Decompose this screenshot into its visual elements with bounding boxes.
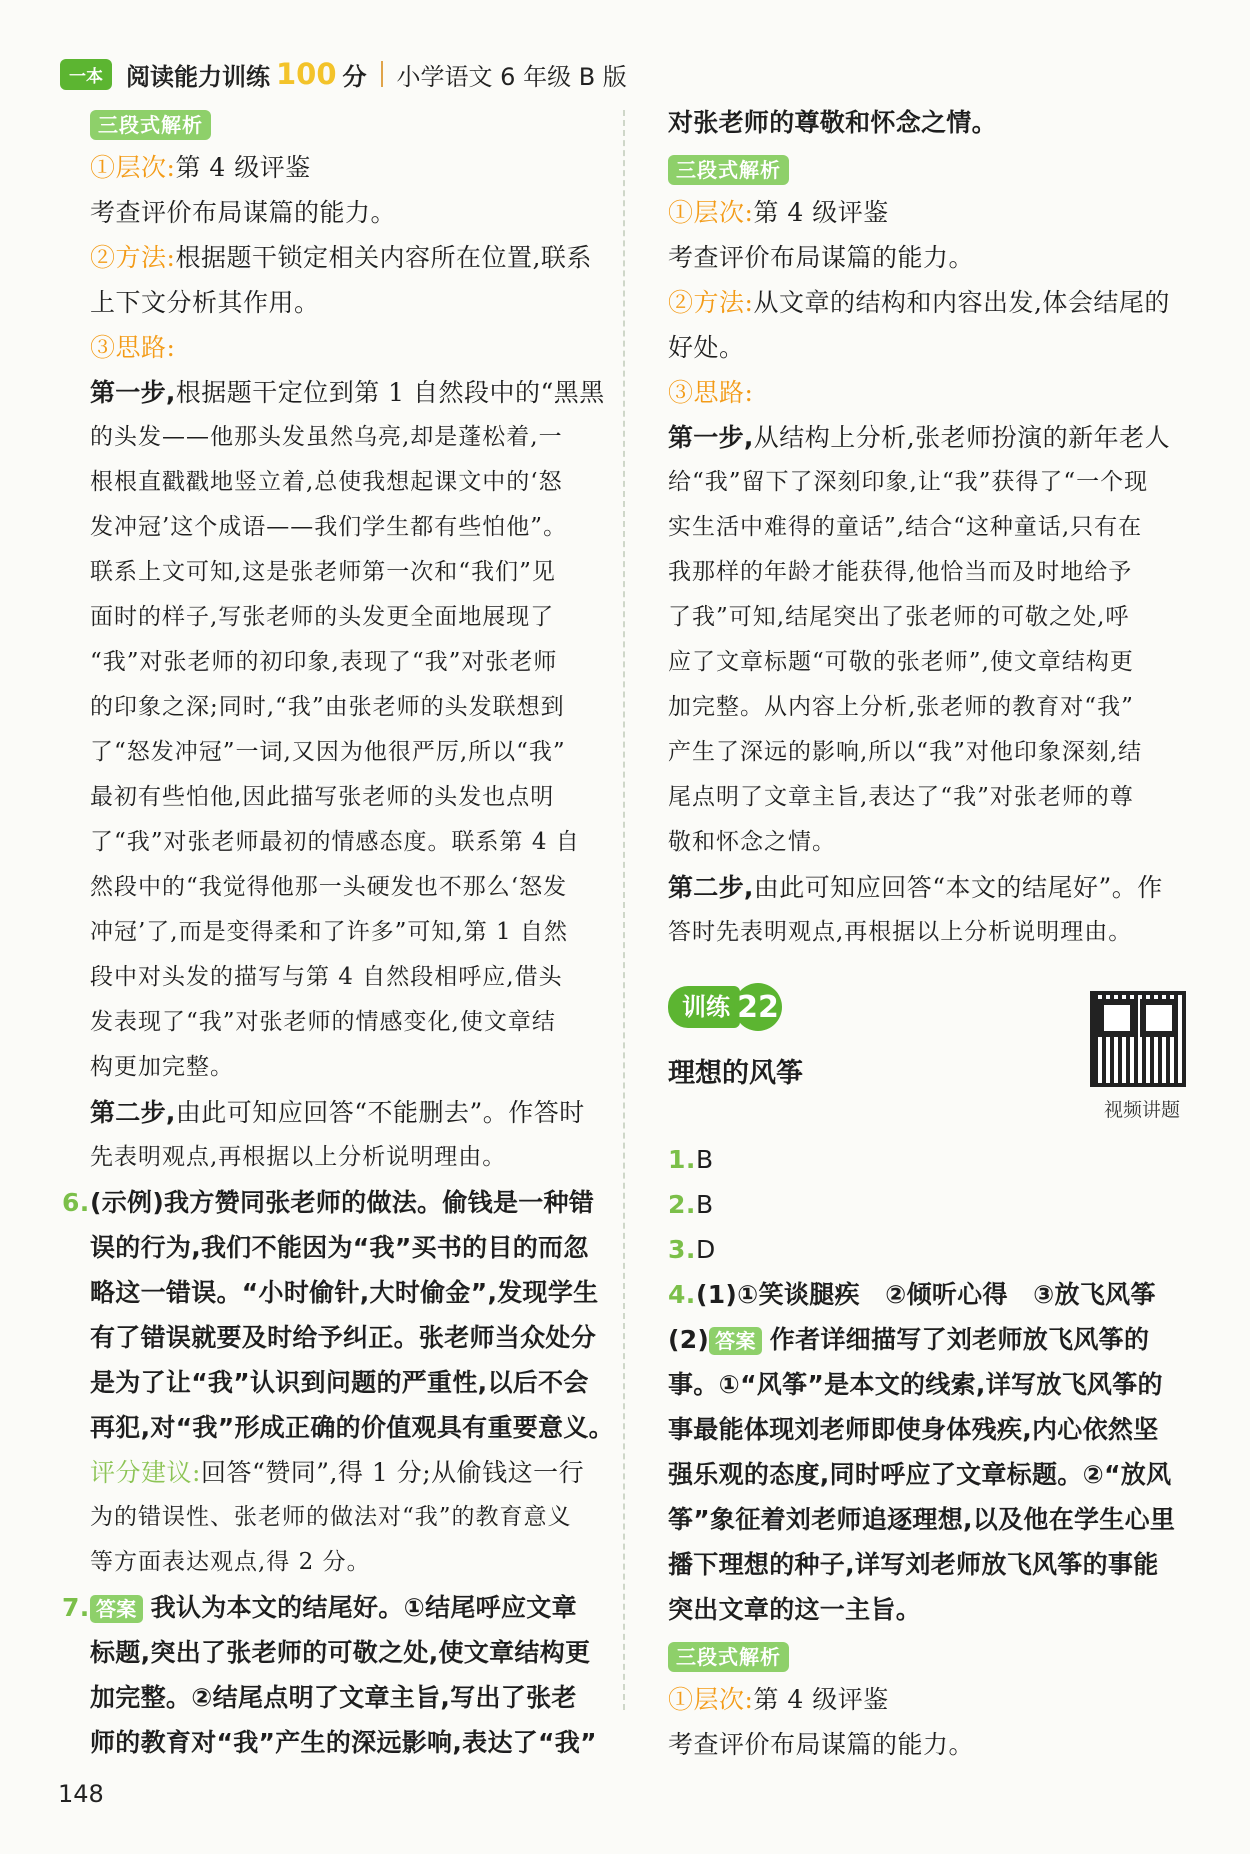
step1-line: 最初有些怕他,因此描写张老师的头发也点明 [90,784,555,810]
step1-line: 联系上文可知,这是张老师第一次和“我们”见 [90,559,556,585]
book-title: 阅读能力训练 [126,62,270,91]
header-separator [381,61,383,87]
score-line: 回答“赞同”,得 1 分;从偷钱这一行 [200,1458,585,1487]
step1-line: 然段中的“我觉得他那一头硬发也不那么‘怒发 [90,874,568,900]
q4-line: 事最能体现刘老师即使身体残疾,内心依然坚 [668,1415,1159,1444]
q6-line: 是为了让“我”认识到问题的严重性,以后不会 [90,1368,589,1397]
skill-text: 考查评价布局谋篇的能力。 [668,243,975,272]
answer-tag: 答案 [709,1327,762,1355]
page-header [60,54,627,94]
step1-line: 面时的样子,写张老师的头发更全面地展现了 [90,604,555,630]
answer-text: D [696,1235,716,1264]
q4-line: 强乐观的态度,同时呼应了文章标题。②“放风 [668,1460,1172,1489]
training-number: 22 [734,983,782,1031]
q6-line: 再犯,对“我”形成正确的价值观具有重要意义。 [90,1413,614,1442]
step1-line: 我那样的年龄才能获得,他恰当而及时地给予 [668,559,1133,585]
step1-label: 第一步, [90,378,176,407]
method-line: 从文章的结构和内容出发,体会结尾的 [753,288,1170,317]
step2-label: 第二步, [668,873,754,902]
level-text: 第 4 级评鉴 [753,198,889,227]
step1-line: 了“我”对张老师最初的情感态度。联系第 4 自 [90,829,580,855]
q7-line: 加完整。②结尾点明了文章主旨,写出了张老 [90,1683,577,1712]
skill-text: 考查评价布局谋篇的能力。 [90,198,397,227]
q7-line: 我认为本文的结尾好。①结尾呼应文章 [150,1593,577,1622]
question-number: 2. [668,1190,696,1219]
step1-line: 发表现了“我”对张老师的情感变化,使文章结 [90,1009,556,1035]
left-column [62,100,620,1765]
book-subtitle: 小学语文 6 年级 B 版 [396,62,627,91]
thought-label: ③思路: [668,378,754,407]
q4-line: 播下理想的种子,详写刘老师放飞风筝的事能 [668,1550,1159,1579]
method-label: ②方法: [668,288,754,317]
answer-tag: 答案 [90,1595,143,1623]
answer-text: B [696,1145,714,1174]
q4-line: 作者详细描写了刘老师放飞风筝的 [769,1325,1150,1354]
continued-line: 对张老师的尊敬和怀念之情。 [668,108,997,137]
step1-line: 根根直戳戳地竖立着,总使我想起课文中的‘怒 [90,469,563,495]
step1-line: 的印象之深;同时,“我”由张老师的头发联想到 [90,694,565,720]
q4-line: 突出文章的这一主旨。 [668,1595,922,1624]
brand-logo: 一本 [60,59,112,90]
section-tag: 三段式解析 [668,1642,789,1672]
training-label: 训练 [668,986,740,1028]
question-number: 6. [62,1188,90,1217]
q6-line: 有了错误就要及时给予纠正。张老师当众处分 [90,1323,597,1352]
step2-label: 第二步, [90,1098,176,1127]
q6-line: (示例)我方赞同张老师的做法。偷钱是一种错 [90,1188,595,1217]
step2-line: 先表明观点,再根据以上分析说明理由。 [90,1144,507,1170]
step2-line: 答时先表明观点,再根据以上分析说明理由。 [668,919,1133,945]
question-number: 3. [668,1235,696,1264]
step1-line: 根据题干定位到第 1 自然段中的“黑黑 [175,378,605,407]
step1-line: 应了文章标题“可敬的张老师”,使文章结构更 [668,649,1134,675]
step1-line: 敬和怀念之情。 [668,829,836,855]
qr-code-icon[interactable] [1090,991,1186,1087]
column-divider [623,110,625,1710]
q6-line: 略这一错误。“小时偷针,大时偷金”,发现学生 [90,1278,599,1307]
step1-line: 了“怒发冲冠”一词,又因为他很严厉,所以“我” [90,739,566,765]
q7-line: 标题,突出了张老师的可敬之处,使文章结构更 [90,1638,591,1667]
level-text: 第 4 级评鉴 [753,1685,889,1714]
method-line: 根据题干锁定相关内容所在位置,联系 [175,243,592,272]
step1-line: 从结构上分析,张老师扮演的新年老人 [753,423,1171,452]
score-line: 为的错误性、张老师的做法对“我”的教育意义 [90,1504,572,1530]
story-title: 理想的风筝 [668,1058,803,1089]
q4-part2-prefix: (2) [668,1325,710,1354]
score-label: 评分建议: [90,1458,201,1487]
step1-line: 冲冠’了,而是变得柔和了许多”可知,第 1 自然 [90,919,568,945]
level-text: 第 4 级评鉴 [175,153,311,182]
step1-line: 尾点明了文章主旨,表达了“我”对张老师的尊 [668,784,1134,810]
q4-line: 事。①“风筝”是本文的线索,详写放飞风筝的 [668,1370,1163,1399]
book-score: 100 [276,57,337,91]
step2-line: 由此可知应回答“不能删去”。作答时 [175,1098,585,1127]
step1-line: 给“我”留下了深刻印象,让“我”获得了“一个现 [668,469,1149,495]
method-line: 上下文分析其作用。 [90,288,320,317]
section-tag: 三段式解析 [90,110,211,140]
question-number: 1. [668,1145,696,1174]
step1-line: 发冲冠’这个成语——我们学生都有些怕他”。 [90,514,568,540]
level-label: ①层次: [668,1685,754,1714]
right-column [668,100,1198,1767]
question-number: 7. [62,1593,90,1622]
q4-line: 筝”象征着刘老师追逐理想,以及他在学生心里 [668,1505,1176,1534]
question-number: 4. [668,1280,696,1309]
step2-line: 由此可知应回答“本文的结尾好”。作 [753,873,1163,902]
answer-text: B [696,1190,714,1219]
level-label: ①层次: [668,198,754,227]
score-line: 等方面表达观点,得 2 分。 [90,1549,371,1575]
step1-label: 第一步, [668,423,754,452]
section-tag: 三段式解析 [668,155,789,185]
page-number: 148 [58,1780,104,1808]
level-label: ①层次: [90,153,176,182]
qr-caption: 视频讲题 [1103,1099,1180,1121]
step1-line: 的头发——他那头发虽然乌亮,却是蓬松着,一 [90,424,563,450]
step1-line: “我”对张老师的初印象,表现了“我”对张老师 [90,649,558,675]
q7-line: 师的教育对“我”产生的深远影响,表达了“我” [90,1728,597,1757]
step1-line: 加完整。从内容上分析,张老师的教育对“我” [668,694,1134,720]
step1-line: 段中对头发的描写与第 4 自然段相呼应,借头 [90,964,563,990]
skill-text: 考查评价布局谋篇的能力。 [668,1730,975,1759]
method-label: ②方法: [90,243,176,272]
q4-part1: (1)①笑谈腿疾 ②倾听心得 ③放飞风筝 [696,1280,1156,1309]
q6-line: 误的行为,我们不能因为“我”买书的目的而忽 [90,1233,589,1262]
step1-line: 实生活中难得的童话”,结合“这种童话,只有在 [668,514,1143,540]
thought-label: ③思路: [90,333,176,362]
step1-line: 了我”可知,结尾突出了张老师的可敬之处,呼 [668,604,1130,630]
method-line: 好处。 [668,333,745,362]
step1-line: 构更加完整。 [90,1054,234,1080]
book-score-unit: 分 [342,62,367,91]
step1-line: 产生了深远的影响,所以“我”对他印象深刻,结 [668,739,1143,765]
